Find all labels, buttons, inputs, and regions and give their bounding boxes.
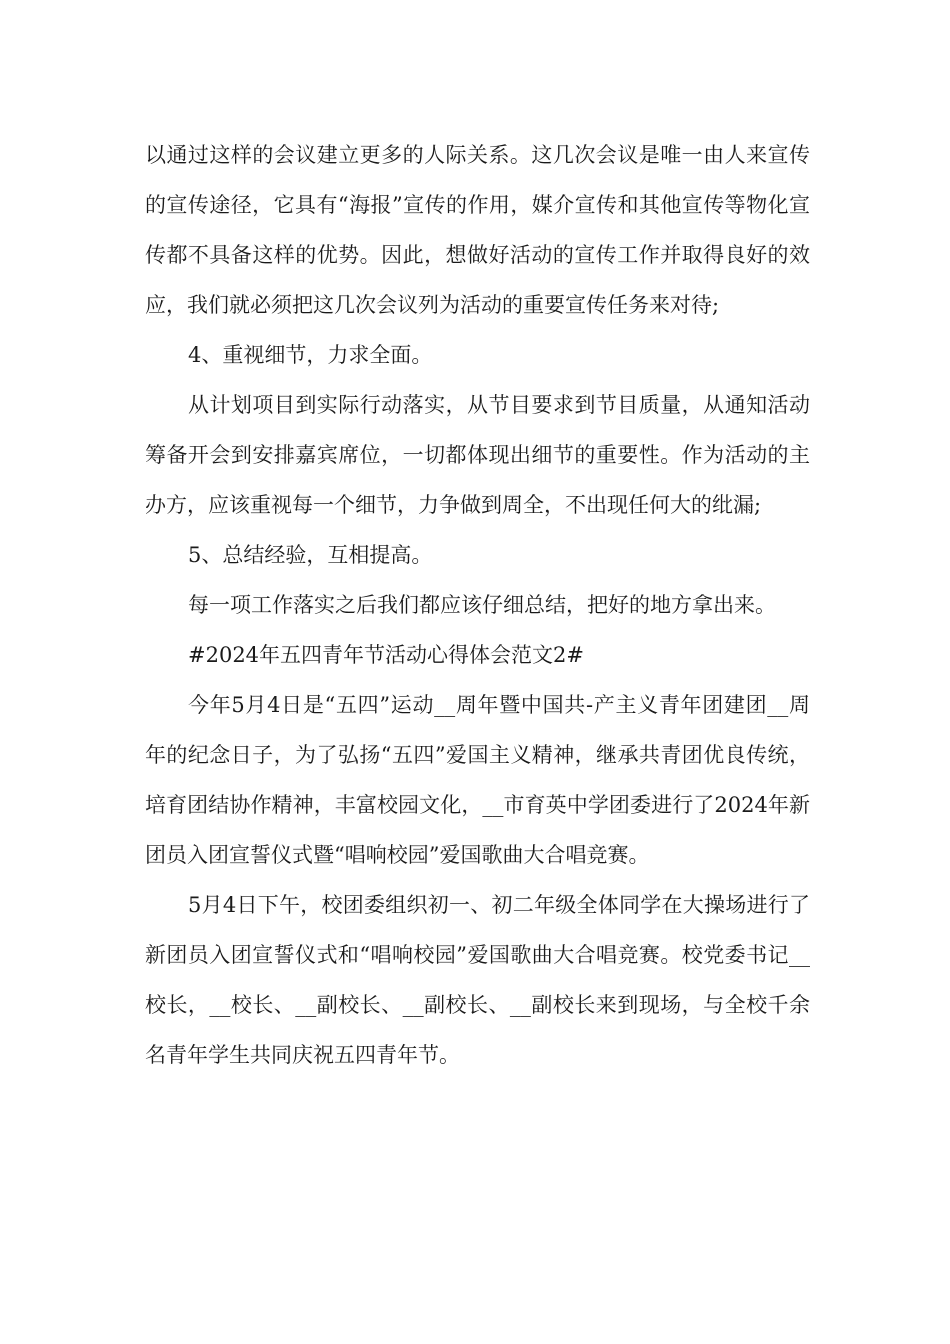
paragraph-summary: 每一项工作落实之后我们都应该仔细总结，把好的地方拿出来。 [188, 593, 776, 617]
paragraph-continuation: 以通过这样的会议建立更多的人际关系。这几次会议是唯一由人来宣传的宣传途径，它具有“海报”宣传的作用，媒介宣传和其他宣传等物化宣传都不具备这样的优势。因此，想做好活动的宣传工作并取得良好的效应，我们就必须把这几次会议列为活动的重要宣传任务来对待; [145, 143, 810, 317]
paragraph-event: 5月4日下午，校团委组织初一、初二年级全体同学在大操场进行了新团员入团宣誓仪式和“唱响校园”爱国歌曲大合唱竞赛。校党委书记__校长，__校长、__副校长、__副校长、__副校长来到现场，与全校千余名青年学生共同庆祝五四青年节。 [145, 893, 810, 1067]
document-body [145, 130, 810, 1080]
paragraph-heading-5: 5、总结经验，互相提高。 [188, 543, 433, 567]
paragraph-details: 从计划项目到实际行动落实，从节目要求到节目质量，从通知活动筹备开会到安排嘉宾席位，一切都体现出细节的重要性。作为活动的主办方，应该重视每一个细节，力争做到周全，不出现任何大的纰漏; [145, 393, 810, 517]
section-title: #2024年五四青年节活动心得体会范文2# [188, 643, 584, 667]
paragraph-intro: 今年5月4日是“五四”运动__周年暨中国共-产主义青年团建团__周年的纪念日子，为了弘扬“五四”爱国主义精神，继承共青团优良传统，培育团结协作精神，丰富校园文化，__市育英中学团委进行了2024年新团员入团宣誓仪式暨“唱响校园”爱国歌曲大合唱竞赛。 [145, 693, 810, 867]
paragraph-heading-4: 4、重视细节，力求全面。 [188, 343, 433, 367]
